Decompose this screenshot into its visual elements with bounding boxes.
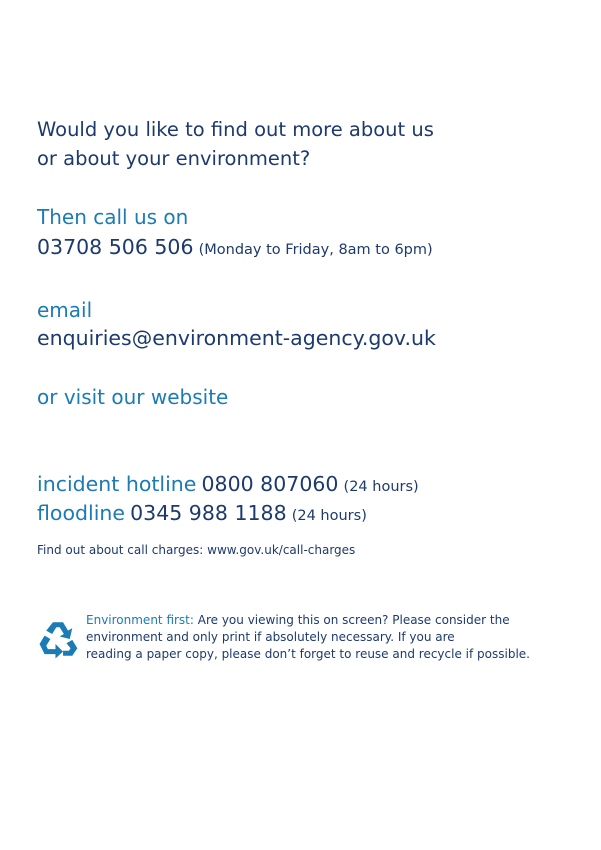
incident-hours: (24 hours) xyxy=(343,479,419,495)
incident-label: incident hotline xyxy=(37,472,197,496)
env-line-1-rest: Are you viewing this on screen? Please consider the xyxy=(193,613,510,627)
phone-hours: (Monday to Friday, 8am to 6pm) xyxy=(198,242,433,258)
incident-hotline-line xyxy=(37,472,419,496)
incident-number[interactable]: 0800 807060 xyxy=(201,472,339,496)
intro-line-2: or about your environment? xyxy=(37,147,311,170)
floodline-label: floodline xyxy=(37,501,126,525)
website-heading[interactable]: or visit our website xyxy=(37,385,229,409)
phone-line xyxy=(37,235,433,259)
email-heading: email xyxy=(37,298,93,322)
recycle-icon xyxy=(37,618,79,660)
call-charges-text[interactable]: Find out about call charges: www.gov.uk/call-charges xyxy=(37,543,356,557)
floodline-hours: (24 hours) xyxy=(291,508,367,524)
environment-first-notice xyxy=(86,612,556,663)
env-line-3: reading a paper copy, please don’t forget to reuse and recycle if possible. xyxy=(86,647,530,661)
env-line-1 xyxy=(86,612,556,629)
intro-line-1: Would you like to find out more about us xyxy=(37,118,434,141)
floodline-line xyxy=(37,501,367,525)
call-heading: Then call us on xyxy=(37,205,189,229)
phone-number[interactable]: 03708 506 506 xyxy=(37,235,194,259)
floodline-number[interactable]: 0345 988 1188 xyxy=(130,501,287,525)
email-address[interactable]: enquiries@environment-agency.gov.uk xyxy=(37,326,436,350)
env-label: Environment first: xyxy=(86,613,194,627)
env-line-2: environment and only print if absolutely necessary. If you are xyxy=(86,630,455,644)
